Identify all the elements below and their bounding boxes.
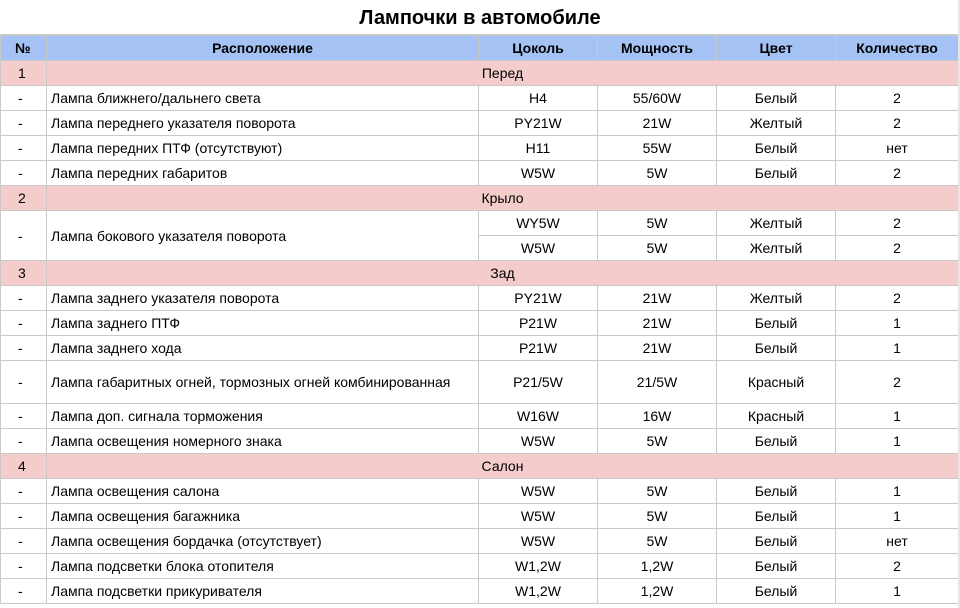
section-number[interactable]: 1 xyxy=(1,61,47,86)
cell-num[interactable]: - xyxy=(1,404,47,429)
sheet-title[interactable]: Лампочки в автомобиле xyxy=(0,0,960,35)
cell-power[interactable]: 55/60W xyxy=(598,86,717,111)
cell-color[interactable]: Белый xyxy=(717,504,836,529)
cell-location[interactable]: Лампа переднего указателя поворота xyxy=(47,111,479,136)
cell-num[interactable]: - xyxy=(1,111,47,136)
cell-num[interactable]: - xyxy=(1,286,47,311)
table-row xyxy=(1,111,959,136)
table-row xyxy=(1,136,959,161)
cell-quantity[interactable]: нет xyxy=(836,529,959,554)
cell-num[interactable]: - xyxy=(1,311,47,336)
cell-socket[interactable]: PY21W xyxy=(479,286,598,311)
cell-socket[interactable]: WY5W xyxy=(479,211,598,236)
table-row xyxy=(1,504,959,529)
cell-power[interactable]: 55W xyxy=(598,136,717,161)
cell-location[interactable]: Лампа бокового указателя поворота xyxy=(47,211,479,261)
cell-num[interactable]: - xyxy=(1,211,47,261)
header-socket[interactable]: Цоколь xyxy=(479,36,598,61)
cell-num[interactable]: - xyxy=(1,529,47,554)
section-name[interactable]: Перед xyxy=(47,61,959,86)
cell-quantity[interactable]: 1 xyxy=(836,504,959,529)
cell-power[interactable]: 1,2W xyxy=(598,554,717,579)
table-row xyxy=(1,311,959,336)
cell-location[interactable]: Лампа подсветки прикуривателя xyxy=(47,579,479,604)
cell-location[interactable]: Лампа освещения багажника xyxy=(47,504,479,529)
header-quantity[interactable]: Количество xyxy=(836,36,959,61)
cell-color[interactable]: Белый xyxy=(717,554,836,579)
cell-location[interactable]: Лампа передних габаритов xyxy=(47,161,479,186)
table-row xyxy=(1,161,959,186)
cell-quantity[interactable]: 2 xyxy=(836,111,959,136)
section-row xyxy=(1,186,959,211)
cell-location[interactable]: Лампа освещения салона xyxy=(47,479,479,504)
cell-power[interactable]: 5W xyxy=(598,504,717,529)
section-row xyxy=(1,61,959,86)
header-color[interactable]: Цвет xyxy=(717,36,836,61)
cell-socket[interactable]: W5W xyxy=(479,479,598,504)
cell-socket[interactable]: W5W xyxy=(479,529,598,554)
cell-num[interactable]: - xyxy=(1,136,47,161)
cell-quantity[interactable]: нет xyxy=(836,136,959,161)
cell-location[interactable]: Лампа заднего ПТФ xyxy=(47,311,479,336)
cell-quantity[interactable]: 2 xyxy=(836,554,959,579)
cell-color[interactable]: Белый xyxy=(717,479,836,504)
cell-socket[interactable]: PY21W xyxy=(479,111,598,136)
cell-power[interactable]: 5W xyxy=(598,429,717,454)
cell-power[interactable]: 21W xyxy=(598,286,717,311)
cell-socket[interactable]: P21W xyxy=(479,336,598,361)
header-power[interactable]: Мощность xyxy=(598,36,717,61)
cell-socket[interactable]: H4 xyxy=(479,86,598,111)
cell-num[interactable]: - xyxy=(1,429,47,454)
cell-num[interactable]: - xyxy=(1,361,47,404)
cell-quantity[interactable]: 1 xyxy=(836,311,959,336)
cell-color[interactable]: Желтый xyxy=(717,286,836,311)
section-name[interactable]: Салон xyxy=(47,454,959,479)
cell-color[interactable]: Белый xyxy=(717,579,836,604)
cell-power[interactable]: 5W xyxy=(598,479,717,504)
lamps-table xyxy=(0,35,959,604)
section-number[interactable]: 4 xyxy=(1,454,47,479)
cell-quantity[interactable]: 1 xyxy=(836,336,959,361)
section-name[interactable]: Зад xyxy=(47,261,959,286)
table-row xyxy=(1,404,959,429)
cell-socket[interactable]: W1,2W xyxy=(479,579,598,604)
header-row xyxy=(1,36,959,61)
cell-power[interactable]: 5W xyxy=(598,529,717,554)
cell-socket[interactable]: W1,2W xyxy=(479,554,598,579)
cell-socket[interactable]: W5W xyxy=(479,236,598,261)
cell-color[interactable]: Белый xyxy=(717,311,836,336)
cell-num[interactable]: - xyxy=(1,504,47,529)
cell-location[interactable]: Лампа освещения номерного знака xyxy=(47,429,479,454)
header-location[interactable]: Расположение xyxy=(47,36,479,61)
cell-color[interactable]: Белый xyxy=(717,336,836,361)
table-row xyxy=(1,361,959,404)
cell-location[interactable]: Лампа ближнего/дальнего света xyxy=(47,86,479,111)
cell-num[interactable]: - xyxy=(1,86,47,111)
cell-quantity[interactable]: 2 xyxy=(836,211,959,236)
table-body xyxy=(1,61,959,604)
cell-color[interactable]: Желтый xyxy=(717,111,836,136)
section-number[interactable]: 3 xyxy=(1,261,47,286)
cell-quantity[interactable]: 2 xyxy=(836,236,959,261)
header-num[interactable]: № xyxy=(1,36,47,61)
cell-num[interactable]: - xyxy=(1,479,47,504)
section-name[interactable]: Крыло xyxy=(47,186,959,211)
table-row xyxy=(1,211,959,236)
cell-power[interactable]: 5W xyxy=(598,161,717,186)
table-row xyxy=(1,86,959,111)
table-row xyxy=(1,529,959,554)
cell-quantity[interactable]: 2 xyxy=(836,286,959,311)
cell-color[interactable]: Желтый xyxy=(717,211,836,236)
cell-color[interactable]: Белый xyxy=(717,529,836,554)
cell-location[interactable]: Лампа освещения бордачка (отсутствует) xyxy=(47,529,479,554)
table-row xyxy=(1,286,959,311)
cell-color[interactable]: Красный xyxy=(717,361,836,404)
table-row xyxy=(1,336,959,361)
cell-num[interactable]: - xyxy=(1,554,47,579)
cell-color[interactable]: Белый xyxy=(717,161,836,186)
cell-socket[interactable]: H11 xyxy=(479,136,598,161)
cell-power[interactable]: 21/5W xyxy=(598,361,717,404)
cell-quantity[interactable]: 1 xyxy=(836,429,959,454)
cell-socket[interactable]: W5W xyxy=(479,161,598,186)
cell-power[interactable]: 5W xyxy=(598,211,717,236)
cell-socket[interactable]: W5W xyxy=(479,429,598,454)
cell-quantity[interactable]: 1 xyxy=(836,404,959,429)
cell-color[interactable]: Желтый xyxy=(717,236,836,261)
cell-socket[interactable]: P21W xyxy=(479,311,598,336)
cell-power[interactable]: 21W xyxy=(598,311,717,336)
section-row xyxy=(1,261,959,286)
cell-location[interactable]: Лампа габаритных огней, тормозных огней комбинированная xyxy=(47,361,479,404)
table-row xyxy=(1,554,959,579)
section-number[interactable]: 2 xyxy=(1,186,47,211)
cell-color[interactable]: Белый xyxy=(717,86,836,111)
cell-color[interactable]: Белый xyxy=(717,136,836,161)
cell-power[interactable]: 1,2W xyxy=(598,579,717,604)
cell-quantity[interactable]: 2 xyxy=(836,161,959,186)
section-row xyxy=(1,454,959,479)
cell-power[interactable]: 5W xyxy=(598,236,717,261)
cell-num[interactable]: - xyxy=(1,161,47,186)
table-row xyxy=(1,579,959,604)
cell-color[interactable]: Красный xyxy=(717,404,836,429)
cell-num[interactable]: - xyxy=(1,579,47,604)
cell-socket[interactable]: W16W xyxy=(479,404,598,429)
cell-location[interactable]: Лампа заднего указателя поворота xyxy=(47,286,479,311)
cell-color[interactable]: Белый xyxy=(717,429,836,454)
table-row xyxy=(1,479,959,504)
cell-num[interactable]: - xyxy=(1,336,47,361)
cell-quantity[interactable]: 2 xyxy=(836,86,959,111)
cell-location[interactable]: Лампа подсветки блока отопителя xyxy=(47,554,479,579)
cell-power[interactable]: 21W xyxy=(598,111,717,136)
cell-quantity[interactable]: 1 xyxy=(836,579,959,604)
cell-power[interactable]: 21W xyxy=(598,336,717,361)
cell-socket[interactable]: W5W xyxy=(479,504,598,529)
cell-quantity[interactable]: 1 xyxy=(836,479,959,504)
cell-location[interactable]: Лампа доп. сигнала торможения xyxy=(47,404,479,429)
cell-socket[interactable]: P21/5W xyxy=(479,361,598,404)
cell-power[interactable]: 16W xyxy=(598,404,717,429)
table-row xyxy=(1,429,959,454)
cell-location[interactable]: Лампа заднего хода xyxy=(47,336,479,361)
cell-quantity[interactable]: 2 xyxy=(836,361,959,404)
cell-location[interactable]: Лампа передних ПТФ (отсутствуют) xyxy=(47,136,479,161)
